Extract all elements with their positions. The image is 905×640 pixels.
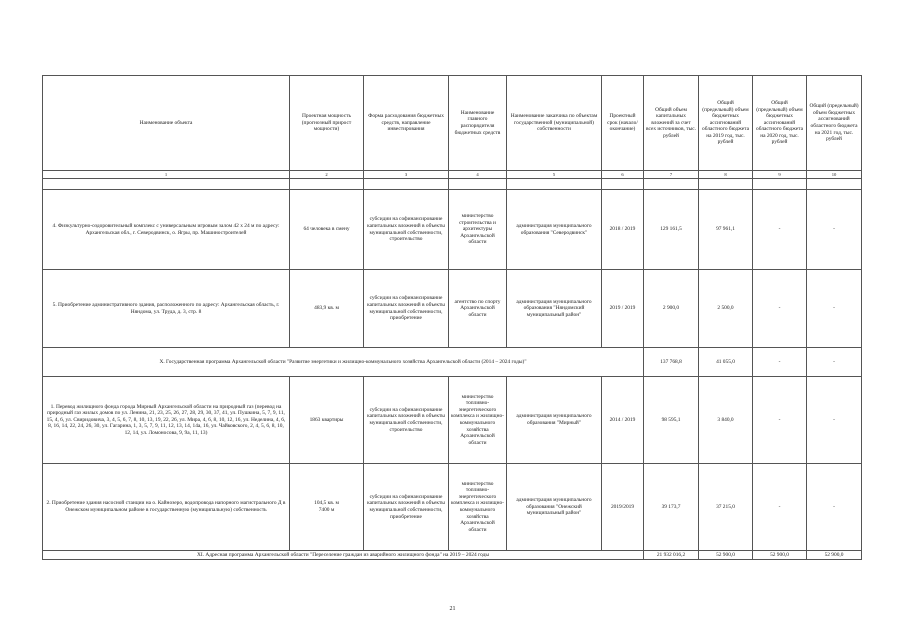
column-number-row xyxy=(43,171,862,179)
budget-2019: 97 961,1 xyxy=(699,190,753,270)
header-cell: Форма расходования бюджетных средств, направление инвестирования xyxy=(364,76,449,171)
section-2021: 52 900,0 xyxy=(807,551,862,560)
total-investment: 2 900,0 xyxy=(644,270,699,348)
budget-2020: - xyxy=(753,377,807,464)
column-number: 1 xyxy=(43,171,290,179)
total-investment: 129 161,5 xyxy=(644,190,699,270)
section-2019: 41 055,0 xyxy=(699,348,753,377)
customer: администрация муниципального образования "Няндомский муниципальный район" xyxy=(507,270,602,348)
section-2020: - xyxy=(753,348,807,377)
budget-2019: 2 500,0 xyxy=(699,270,753,348)
capacity: 1863 квартиры xyxy=(290,377,364,464)
customer: администрация муниципального образования "Северодвинск" xyxy=(507,190,602,270)
budget-2021: - xyxy=(807,377,862,464)
column-number: 6 xyxy=(602,171,644,179)
table-row xyxy=(43,377,862,464)
empty-cell xyxy=(290,179,364,190)
budget-manager: агентство по спорту Архангельской области xyxy=(449,270,507,348)
header-cell: Проектная мощность (прогнозный прирост мощности) xyxy=(290,76,364,171)
investment-table xyxy=(42,75,862,560)
budget-2020: - xyxy=(753,270,807,348)
spending-form: субсидии на софинансирование капитальных вложений в объекты муниципальной собственности, строительство xyxy=(364,377,449,464)
budget-manager: министерство топливно-энергетического комплекса и жилищно-коммунального хозяйства Архангельской области xyxy=(449,464,507,551)
capacity: 483,9 кв. м xyxy=(290,270,364,348)
header-cell: Проектный срок (начало/окончание) xyxy=(602,76,644,171)
customer: администрация муниципального образования "Онежский муниципальный район" xyxy=(507,464,602,551)
column-number: 4 xyxy=(449,171,507,179)
budget-manager: министерство строительства и архитектуры Архангельской области xyxy=(449,190,507,270)
header-cell: Общий (предельный) объем бюджетных ассигнований областного бюджета на 2021 год, тыс. рублей xyxy=(807,76,862,171)
capacity: 104,5 кв. м 7400 м xyxy=(290,464,364,551)
empty-cell xyxy=(753,179,807,190)
header-cell: Общий (предельный) объем бюджетных ассигнований областного бюджета на 2020 год, тыс. рублей xyxy=(753,76,807,171)
page-number: 21 xyxy=(449,606,456,612)
header-cell: Наименование объекта xyxy=(43,76,290,171)
budget-2021: - xyxy=(807,464,862,551)
column-number: 5 xyxy=(507,171,602,179)
object-name: 2. Приобретение здания насосной станции на о. Кайнозеро, водопровода напорного магистрального Д в Онежском муниципальном районе в государственную (муниципальную) собственность xyxy=(43,464,290,551)
spending-form: субсидии на софинансирование капитальных вложений в объекты муниципальной собственности, строительство xyxy=(364,190,449,270)
header-cell: Наименование заказчика по объектам государственной (муниципальной) собственности xyxy=(507,76,602,171)
empty-cell xyxy=(644,179,699,190)
project-period: 2019 / 2019 xyxy=(602,270,644,348)
budget-manager: министерство топливно-энергетического комплекса и жилищно-коммунального хозяйства Архангельской области xyxy=(449,377,507,464)
header-cell: Наименование главного распорядителя бюджетных средств xyxy=(449,76,507,171)
column-number: 8 xyxy=(699,171,753,179)
column-number: 10 xyxy=(807,171,862,179)
object-name: 4. Физкультурно-оздоровительный комплекс с универсальным игровым залом 42 х 24 м по адресу: Архангельская обл., г. Северодвинск, о. Ягры, пр. Машиностроителей xyxy=(43,190,290,270)
project-period: 2014 / 2019 xyxy=(602,377,644,464)
column-number: 2 xyxy=(290,171,364,179)
section-row xyxy=(43,551,862,560)
header-row xyxy=(43,76,862,171)
column-number: 3 xyxy=(364,171,449,179)
spacer-row xyxy=(43,179,862,190)
column-number: 7 xyxy=(644,171,699,179)
section-title: XI. Адресная программа Архангельской области "Переселение граждан из аварийного жилищного фонда" на 2019 – 2024 годы xyxy=(43,551,644,560)
table-row xyxy=(43,464,862,551)
empty-cell xyxy=(807,179,862,190)
section-row xyxy=(43,348,862,377)
budget-2019: 37 215,0 xyxy=(699,464,753,551)
budget-2021: - xyxy=(807,270,862,348)
object-name: 5. Приобретение административного здания, расположенного по адресу: Архангельская область, г. Няндома, ул. Труда, д. 3, стр. 8 xyxy=(43,270,290,348)
table-row xyxy=(43,270,862,348)
budget-2020: - xyxy=(753,464,807,551)
header-cell: Общий (предельный) объем бюджетных ассигнований областного бюджета на 2019 год, тыс. рублей xyxy=(699,76,753,171)
section-total: 137 768,8 xyxy=(644,348,699,377)
empty-cell xyxy=(602,179,644,190)
empty-cell xyxy=(699,179,753,190)
header-cell: Общий объем капитальных вложений за счет всех источников, тыс. рублей xyxy=(644,76,699,171)
total-investment: 39 173,7 xyxy=(644,464,699,551)
empty-cell xyxy=(449,179,507,190)
spending-form: субсидии на софинансирование капитальных вложений в объекты муниципальной собственности, приобретение xyxy=(364,270,449,348)
empty-cell xyxy=(507,179,602,190)
empty-cell xyxy=(43,179,290,190)
budget-2021: - xyxy=(807,190,862,270)
section-2019: 52 900,0 xyxy=(699,551,753,560)
section-total: 21 932 016,2 xyxy=(644,551,699,560)
project-period: 2018 / 2019 xyxy=(602,190,644,270)
empty-cell xyxy=(364,179,449,190)
customer: администрация муниципального образования "Мирный" xyxy=(507,377,602,464)
section-title: X. Государственная программа Архангельской области "Развитие энергетики и жилищно-коммунального хозяйства Архангельской области (2014 – 2024 годы)" xyxy=(43,348,644,377)
object-name: 1. Перевод жилищного фонда города Мирный Архангельской области на природный газ (перевод на природный газ жилых домов по ул. Ленина, 21, 23, 25, 26, 27, 28, 29, 30, 37, 41, ул. Пушкина, 5, 7, 9, 11, 15, 4, 6, ул. Свиридовича, 3, 4, 5, 6, 7, 8, 10, 13, 19, 22, 26, ул. Мира, 4, 6, 8, 10, 12, 16, ул. Неделина, 4, 6, 8, 16, 14, 22, 24, 26, 30, ул. Гагарина, 1, 3, 5, 7, 9, 11, 12, 13, 14, 14а, 16, ул. Чайковского, 2, 4, 5, 6, 8, 10, 12, 14, ул. Ломоносова, 9, 9а, 11, 13) xyxy=(43,377,290,464)
capacity: 64 человека в смену xyxy=(290,190,364,270)
section-2021: - xyxy=(807,348,862,377)
budget-2019: 3 840,0 xyxy=(699,377,753,464)
column-number: 9 xyxy=(753,171,807,179)
section-2020: 52 900,0 xyxy=(753,551,807,560)
project-period: 2019/2019 xyxy=(602,464,644,551)
total-investment: 98 595,1 xyxy=(644,377,699,464)
table-row xyxy=(43,190,862,270)
spending-form: субсидии на софинансирование капитальных вложений в объекты муниципальной собственности, приобретение xyxy=(364,464,449,551)
budget-2020: - xyxy=(753,190,807,270)
